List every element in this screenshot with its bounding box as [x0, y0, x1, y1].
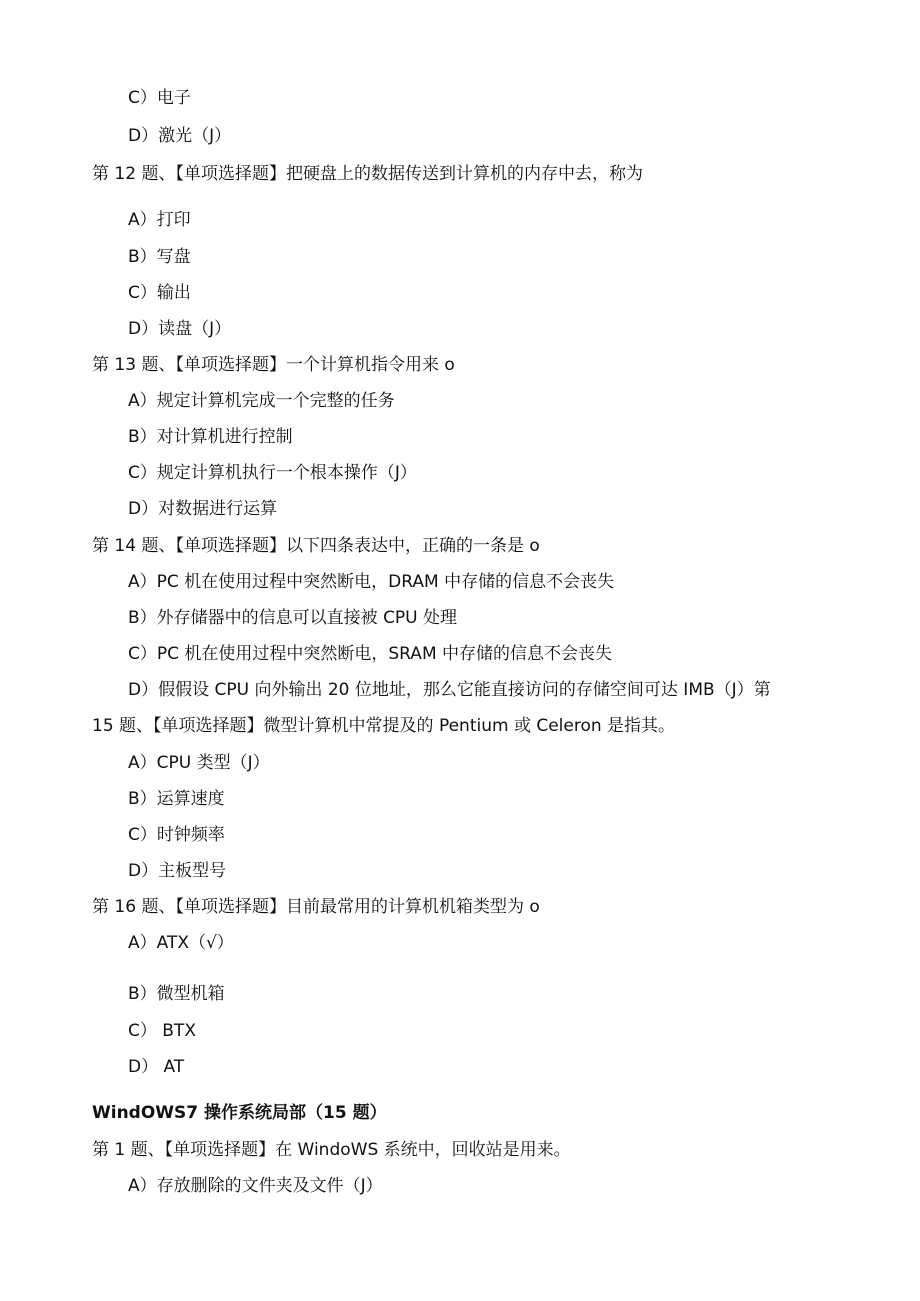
- option-d: D）对数据进行运算: [128, 499, 278, 519]
- question-14-stem: 第 14 题、【单项选择题】以下四条表达中，正确的一条是 o: [92, 536, 540, 556]
- option-d: D）假假设 CPU 向外输出 20 位地址，那么它能直接访问的存储空间可达 IMB（J）第: [128, 680, 771, 700]
- option-b: B）外存储器中的信息可以直接被 CPU 处理: [128, 608, 458, 628]
- section-heading: WindOWS7 操作系统局部（15 题）: [92, 1103, 387, 1123]
- option-b: B）微型机箱: [128, 984, 225, 1004]
- option-d: D）读盘（J）: [128, 319, 232, 339]
- option-a: A）PC 机在使用过程中突然断电，DRAM 中存储的信息不会丧失: [128, 572, 615, 592]
- option-a: A）规定计算机完成一个完整的任务: [128, 391, 395, 411]
- question-w1-stem: 第 1 题、【单项选择题】在 WindoWS 系统中，回收站是用来。: [92, 1140, 571, 1160]
- option-c: C）时钟频率: [128, 825, 225, 845]
- option-d: D） AT: [128, 1057, 185, 1077]
- option-b: B）运算速度: [128, 789, 225, 809]
- option-c: C）输出: [128, 283, 191, 303]
- question-12-stem: 第 12 题、【单项选择题】把硬盘上的数据传送到计算机的内存中去，称为: [92, 164, 643, 184]
- option-b: B）写盘: [128, 247, 191, 267]
- option-a: A）CPU 类型（J）: [128, 753, 270, 773]
- option-d: D）激光（J）: [128, 126, 232, 146]
- option-a: A）打印: [128, 210, 191, 230]
- option-a: A）存放删除的文件夹及文件（J）: [128, 1176, 383, 1196]
- option-c: C）电子: [128, 88, 191, 108]
- question-16-stem: 第 16 题、【单项选择题】目前最常用的计算机机箱类型为 o: [92, 897, 540, 917]
- option-b: B）对计算机进行控制: [128, 427, 293, 447]
- option-c: C）PC 机在使用过程中突然断电，SRAM 中存储的信息不会丧失: [128, 644, 613, 664]
- option-c: C） BTX: [128, 1021, 196, 1041]
- question-13-stem: 第 13 题、【单项选择题】一个计算机指令用来 o: [92, 355, 455, 375]
- option-a: A）ATX（√）: [128, 933, 234, 953]
- question-15-stem: 15 题、【单项选择题】微型计算机中常提及的 Pentium 或 Celeron 是指其。: [92, 716, 676, 736]
- option-d: D）主板型号: [128, 861, 227, 881]
- option-c: C）规定计算机执行一个根本操作（J）: [128, 463, 417, 483]
